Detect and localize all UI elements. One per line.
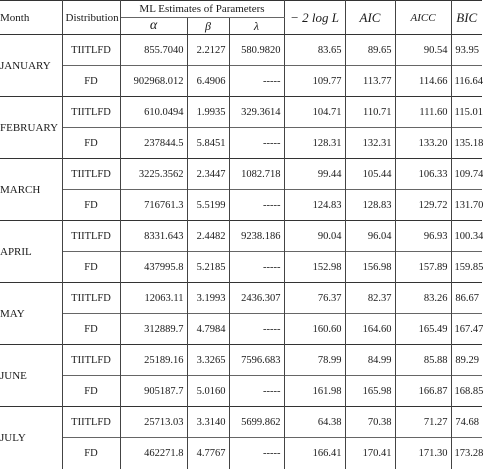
table-body	[0, 35, 482, 469]
aicc-cell: 90.54	[395, 35, 451, 66]
aic-cell: 113.77	[345, 66, 395, 97]
lambda-cell: 329.3614	[229, 97, 284, 128]
neg2logL-cell: 83.65	[284, 35, 345, 66]
table-row	[0, 221, 482, 252]
col-header-neg2logL: − 2 log L	[284, 1, 345, 35]
table-row	[0, 376, 482, 407]
lambda-cell: 580.9820	[229, 35, 284, 66]
neg2logL-cell: 109.77	[284, 66, 345, 97]
distribution-cell: FD	[62, 376, 120, 407]
table-row	[0, 438, 482, 469]
alpha-cell: 462271.8	[120, 438, 187, 469]
neg2logL-cell: 152.98	[284, 252, 345, 283]
aicc-cell: 71.27	[395, 407, 451, 438]
table-row	[0, 283, 482, 314]
col-header-beta: β	[187, 18, 229, 35]
aicc-cell: 171.30	[395, 438, 451, 469]
month-cell: FEBRUARY	[0, 97, 62, 159]
bic-cell: 115.01	[451, 97, 482, 128]
bic-cell: 135.18	[451, 128, 482, 159]
month-cell: MARCH	[0, 159, 62, 221]
neg2logL-cell: 160.60	[284, 314, 345, 345]
neg2logL-cell: 90.04	[284, 221, 345, 252]
table-row	[0, 35, 482, 66]
bic-cell: 131.70	[451, 190, 482, 221]
aicc-cell: 129.72	[395, 190, 451, 221]
lambda-cell: 1082.718	[229, 159, 284, 190]
distribution-cell: TIITLFD	[62, 97, 120, 128]
distribution-cell: TIITLFD	[62, 407, 120, 438]
lambda-cell: -----	[229, 376, 284, 407]
alpha-cell: 855.7040	[120, 35, 187, 66]
aic-cell: 84.99	[345, 345, 395, 376]
beta-cell: 3.1993	[187, 283, 229, 314]
col-header-aicc: AICC	[395, 1, 451, 35]
aicc-cell: 165.49	[395, 314, 451, 345]
bic-cell: 86.67	[451, 283, 482, 314]
col-header-ml-estimates: ML Estimates of Parameters	[120, 1, 284, 18]
alpha-cell: 610.0494	[120, 97, 187, 128]
aicc-cell: 157.89	[395, 252, 451, 283]
table-row	[0, 97, 482, 128]
neg2logL-cell: 161.98	[284, 376, 345, 407]
table-row	[0, 345, 482, 376]
col-header-alpha: α	[120, 18, 187, 35]
beta-cell: 4.7767	[187, 438, 229, 469]
table-row	[0, 252, 482, 283]
col-header-month: Month	[0, 1, 62, 35]
lambda-cell: 2436.307	[229, 283, 284, 314]
distribution-cell: FD	[62, 66, 120, 97]
distribution-cell: FD	[62, 128, 120, 159]
neg2logL-cell: 104.71	[284, 97, 345, 128]
aic-cell: 164.60	[345, 314, 395, 345]
bic-cell: 159.85	[451, 252, 482, 283]
aicc-cell: 166.87	[395, 376, 451, 407]
aic-cell: 82.37	[345, 283, 395, 314]
bic-cell: 109.74	[451, 159, 482, 190]
aicc-cell: 111.60	[395, 97, 451, 128]
distribution-cell: FD	[62, 438, 120, 469]
alpha-cell: 905187.7	[120, 376, 187, 407]
lambda-cell: -----	[229, 252, 284, 283]
distribution-cell: TIITLFD	[62, 283, 120, 314]
beta-cell: 5.5199	[187, 190, 229, 221]
distribution-cell: FD	[62, 190, 120, 221]
beta-cell: 2.3447	[187, 159, 229, 190]
beta-cell: 1.9935	[187, 97, 229, 128]
neg2logL-cell: 128.31	[284, 128, 345, 159]
aic-cell: 105.44	[345, 159, 395, 190]
col-header-aic: AIC	[345, 1, 395, 35]
neg2logL-cell: 64.38	[284, 407, 345, 438]
beta-cell: 4.7984	[187, 314, 229, 345]
lambda-cell: 5699.862	[229, 407, 284, 438]
table-row	[0, 66, 482, 97]
alpha-cell: 902968.012	[120, 66, 187, 97]
aic-cell: 132.31	[345, 128, 395, 159]
bic-cell: 89.29	[451, 345, 482, 376]
month-cell: JUNE	[0, 345, 62, 407]
beta-cell: 5.2185	[187, 252, 229, 283]
lambda-cell: -----	[229, 438, 284, 469]
alpha-cell: 12063.11	[120, 283, 187, 314]
aic-cell: 110.71	[345, 97, 395, 128]
distribution-cell: TIITLFD	[62, 159, 120, 190]
neg2logL-cell: 124.83	[284, 190, 345, 221]
lambda-cell: -----	[229, 66, 284, 97]
distribution-cell: FD	[62, 314, 120, 345]
aic-cell: 89.65	[345, 35, 395, 66]
aic-cell: 70.38	[345, 407, 395, 438]
table-row	[0, 159, 482, 190]
lambda-cell: 9238.186	[229, 221, 284, 252]
table-row	[0, 407, 482, 438]
lambda-cell: -----	[229, 128, 284, 159]
table-row	[0, 128, 482, 159]
bic-cell: 173.28	[451, 438, 482, 469]
aic-cell: 165.98	[345, 376, 395, 407]
month-cell: JANUARY	[0, 35, 62, 97]
aicc-cell: 114.66	[395, 66, 451, 97]
month-cell: MAY	[0, 283, 62, 345]
alpha-cell: 716761.3	[120, 190, 187, 221]
beta-cell: 3.3140	[187, 407, 229, 438]
beta-cell: 5.0160	[187, 376, 229, 407]
lambda-cell: -----	[229, 190, 284, 221]
bic-cell: 93.95	[455, 44, 480, 56]
bic-cell: 116.64	[451, 66, 482, 97]
aic-cell: 128.83	[345, 190, 395, 221]
aic-cell: 170.41	[345, 438, 395, 469]
beta-cell: 2.2127	[187, 35, 229, 66]
bic-cell: 100.34	[451, 221, 482, 252]
aicc-cell: 96.93	[395, 221, 451, 252]
month-cell: APRIL	[0, 221, 62, 283]
distribution-cell: FD	[62, 252, 120, 283]
distribution-cell: TIITLFD	[62, 221, 120, 252]
table-row	[0, 314, 482, 345]
lambda-cell: 7596.683	[229, 345, 284, 376]
neg2logL-cell: 166.41	[284, 438, 345, 469]
alpha-cell: 25713.03	[120, 407, 187, 438]
alpha-cell: 312889.7	[120, 314, 187, 345]
bic-cell: 167.47	[451, 314, 482, 345]
alpha-cell: 8331.643	[120, 221, 187, 252]
aicc-cell: 133.20	[395, 128, 451, 159]
distribution-cell: TIITLFD	[62, 345, 120, 376]
table-row	[0, 190, 482, 221]
alpha-cell: 437995.8	[120, 252, 187, 283]
bic-cell: 168.85	[451, 376, 482, 407]
aic-cell: 156.98	[345, 252, 395, 283]
aic-cell: 96.04	[345, 221, 395, 252]
month-cell: JULY	[0, 407, 62, 469]
col-header-bic: BIC	[451, 1, 482, 35]
neg2logL-cell: 78.99	[284, 345, 345, 376]
alpha-cell: 25189.16	[120, 345, 187, 376]
aicc-cell: 106.33	[395, 159, 451, 190]
alpha-cell: 237844.5	[120, 128, 187, 159]
neg2logL-cell: 76.37	[284, 283, 345, 314]
col-header-lambda: λ	[229, 18, 284, 35]
aicc-cell: 85.88	[395, 345, 451, 376]
distribution-cell: TIITLFD	[62, 35, 120, 66]
beta-cell: 6.4906	[187, 66, 229, 97]
alpha-cell: 3225.3562	[120, 159, 187, 190]
neg2logL-cell: 99.44	[284, 159, 345, 190]
beta-cell: 2.4482	[187, 221, 229, 252]
bic-cell: 74.68	[451, 407, 482, 438]
beta-cell: 3.3265	[187, 345, 229, 376]
aicc-cell: 83.26	[395, 283, 451, 314]
lambda-cell: -----	[229, 314, 284, 345]
col-header-distribution: Distribution	[62, 1, 120, 35]
beta-cell: 5.8451	[187, 128, 229, 159]
